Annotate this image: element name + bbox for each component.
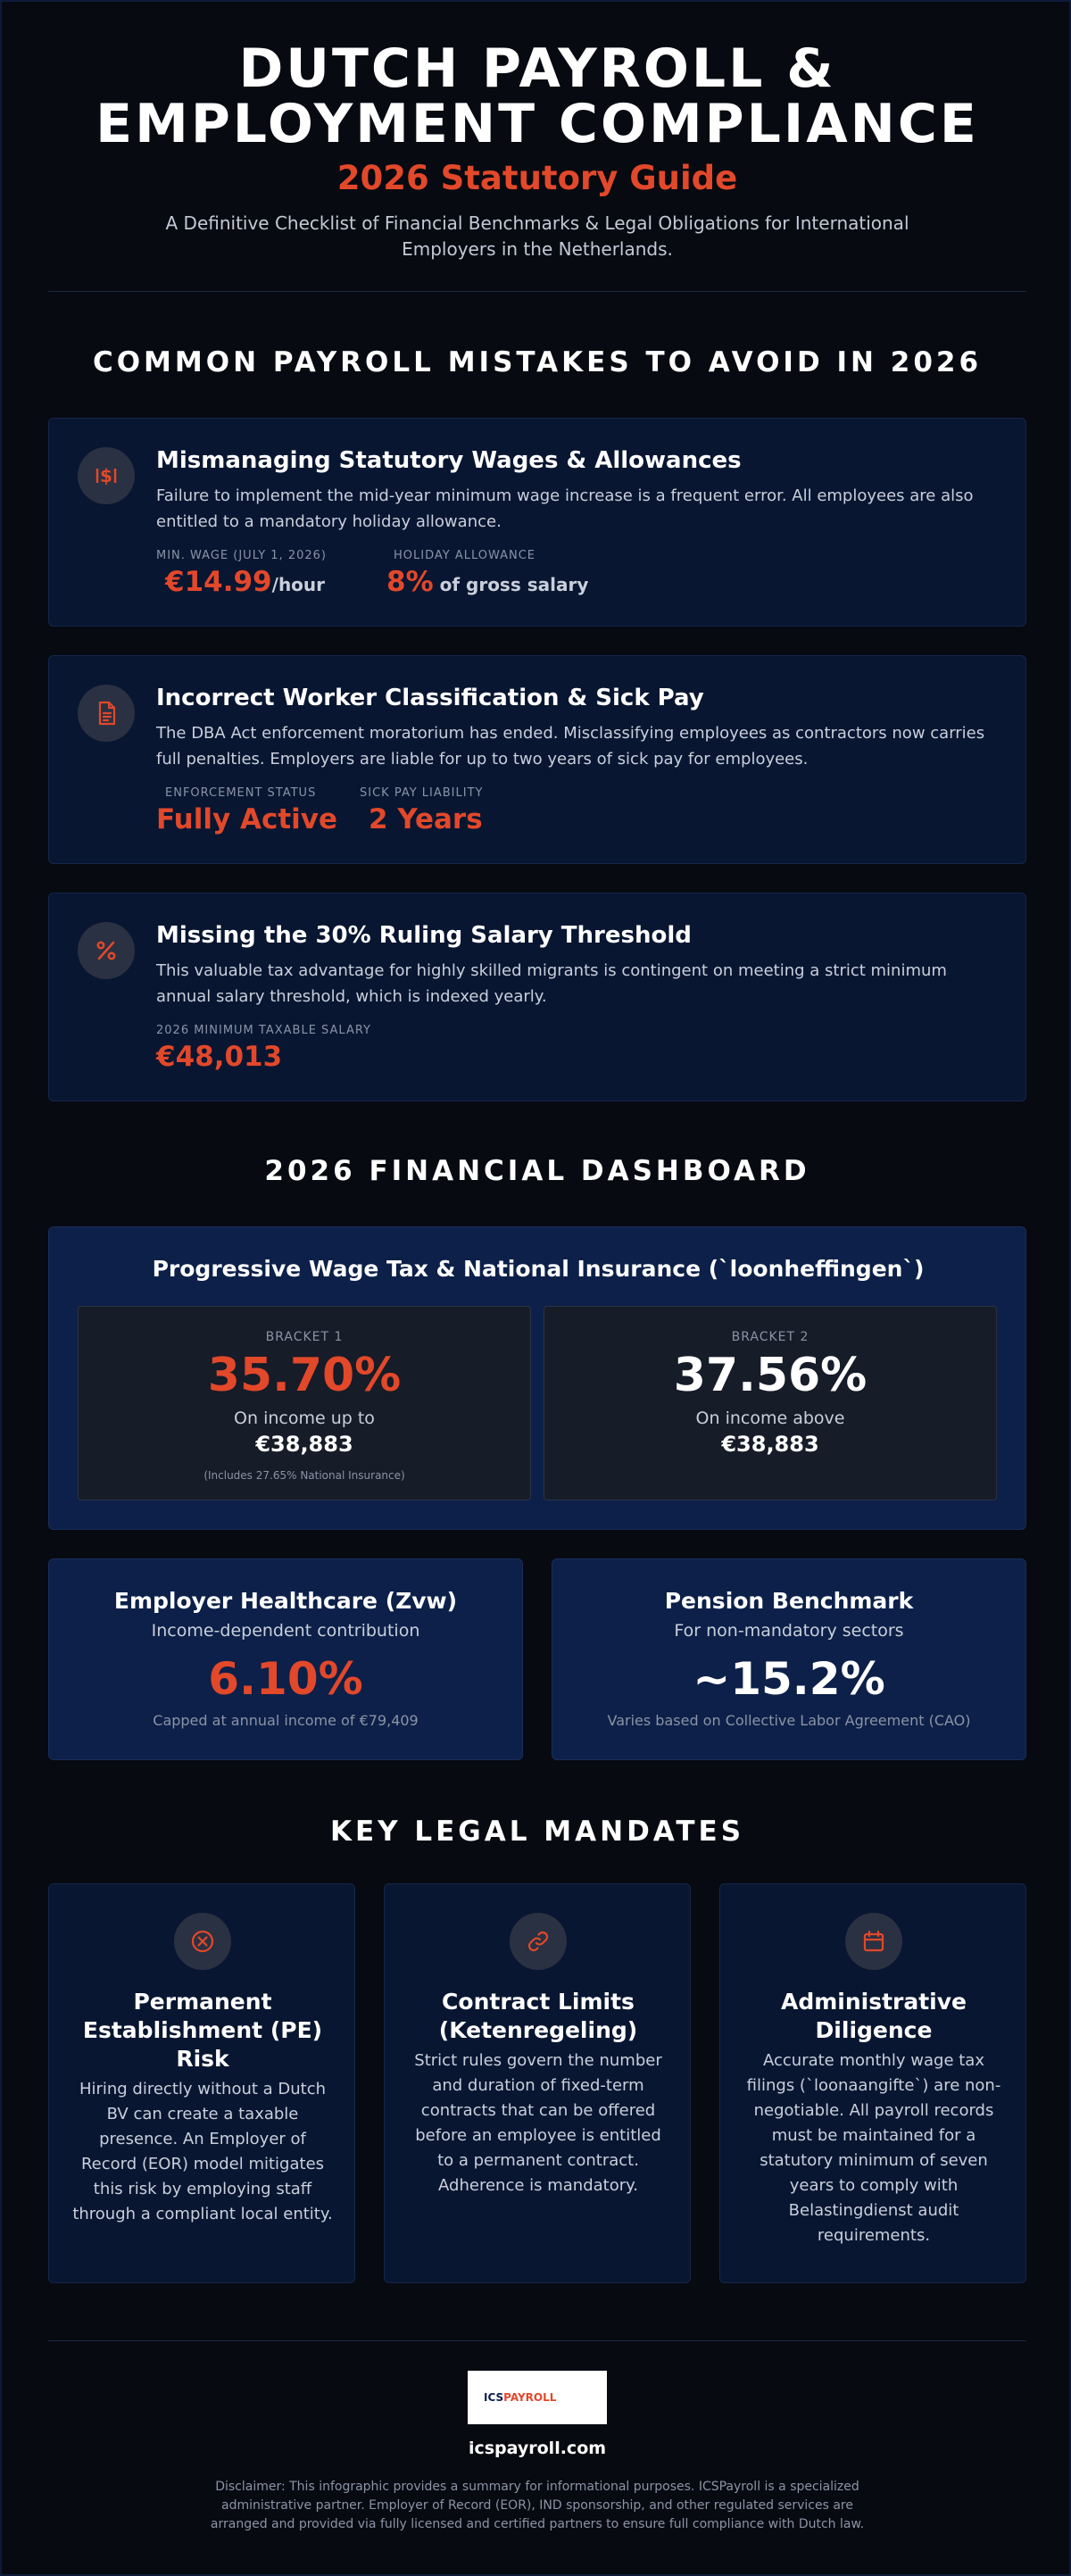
stat-holiday-allowance: [386, 549, 588, 598]
stat-value: €48,013: [156, 1041, 283, 1073]
legal-title: Contract Limits (Ketenregeling): [438, 1989, 638, 2043]
wage-tax-title: Progressive Wage Tax & National Insurance (`loonheffingen`): [152, 1256, 925, 1282]
stat-min-wage: [156, 549, 327, 598]
logo-text-payroll: PAYROLL: [503, 2391, 557, 2404]
stat-label: ENFORCEMENT STATUS: [165, 786, 317, 800]
page-tagline: A Definitive Checklist of Financial Benchmarks & Legal Obligations for International Employers in the Netherlands.: [165, 212, 909, 260]
stat-value-number: 8%: [386, 566, 434, 598]
wage-tax-card: [48, 1226, 1026, 1530]
bracket-note: (Includes 27.65% National Insurance): [203, 1469, 405, 1482]
legal-card-contract-limits: [384, 1883, 691, 2283]
stat-value-number: €14.99: [165, 566, 272, 598]
healthcare-note: Capped at annual income of €79,409: [153, 1712, 419, 1729]
dashboard-section-title: 2026 FINANCIAL DASHBOARD: [264, 1155, 810, 1187]
logo-text-ics: ICS: [484, 2391, 504, 2404]
stat-value: [386, 566, 588, 598]
page-title: [48, 37, 1026, 155]
mistake-card-wages: [48, 418, 1026, 627]
dollar-icon: [78, 447, 135, 504]
stat-enforcement-status: [156, 786, 337, 835]
stat-label: HOLIDAY ALLOWANCE: [394, 549, 536, 562]
mistake-title: Missing the 30% Ruling Salary Threshold: [156, 922, 692, 949]
bracket-amount: €38,883: [721, 1432, 819, 1457]
healthcare-title: Employer Healthcare (Zvw): [113, 1588, 458, 1614]
bracket-desc: On income above: [695, 1408, 845, 1428]
bracket-1: [78, 1306, 531, 1500]
x-circle-icon: [174, 1913, 231, 1970]
title-line-1: DUTCH PAYROLL &: [238, 37, 836, 100]
stat-min-taxable-salary: [156, 1024, 371, 1073]
mistake-title: Incorrect Worker Classification & Sick Pay: [156, 685, 704, 711]
stat-value-suffix: of gross salary: [433, 574, 589, 595]
mistake-title: Mismanaging Statutory Wages & Allowances: [156, 447, 742, 474]
stat-label: SICK PAY LIABILITY: [360, 786, 484, 800]
bracket-rate: 37.56%: [673, 1349, 868, 1402]
company-logo: [468, 2371, 607, 2424]
stat-value: [156, 566, 327, 598]
percent-icon: [78, 922, 135, 979]
legal-title: Administrative Diligence: [780, 1989, 967, 2043]
healthcare-value: 6.10%: [208, 1653, 363, 1705]
link-icon: [510, 1913, 567, 1970]
stat-sick-pay: [360, 786, 483, 835]
pension-value: ~15.2%: [693, 1653, 885, 1705]
stat-value: 2 Years: [369, 803, 483, 835]
page-subtitle: 2026 Statutory Guide: [336, 159, 738, 197]
bracket-2: [544, 1306, 997, 1500]
legal-card-pe-risk: [48, 1883, 355, 2283]
legal-title: Permanent Establishment (PE) Risk: [82, 1989, 323, 2072]
bracket-label: BRACKET 2: [731, 1330, 809, 1344]
bracket-rate: 35.70%: [207, 1349, 402, 1402]
mistake-text: This valuable tax advantage for highly skilled migrants is contingent on meeting a strict minimum annual salary threshold, which is indexed yearly.: [156, 961, 947, 1006]
pension-note: Varies based on Collective Labor Agreement (CAO): [607, 1712, 971, 1729]
legal-text: Strict rules govern the number and duration of fixed-term contracts that can be offered before an employee is entitled to a permanent contract. Adherence is mandatory.: [414, 2051, 662, 2195]
stat-value-suffix: /hour: [271, 574, 326, 595]
legal-text: Hiring directly without a Dutch BV can create a taxable presence. An Employer of Record (EOR) model mitigates this risk by employing staff through a compliant local entity.: [72, 2080, 333, 2223]
pension-title: Pension Benchmark: [664, 1588, 914, 1614]
document-icon: [78, 685, 135, 742]
stat-label: 2026 MINIMUM TAXABLE SALARY: [156, 1024, 371, 1037]
bracket-desc: On income up to: [234, 1408, 375, 1428]
pension-subtitle: For non-mandatory sectors: [674, 1621, 904, 1641]
pension-card: [552, 1558, 1026, 1760]
svg-text:$: $: [100, 465, 112, 486]
stat-value: Fully Active: [156, 803, 337, 835]
healthcare-subtitle: Income-dependent contribution: [151, 1621, 420, 1641]
stat-label: MIN. WAGE (JULY 1, 2026): [156, 549, 327, 562]
header-divider: [48, 291, 1026, 292]
legal-text: Accurate monthly wage tax filings (`loonaangifte`) are non-negotiable. All payroll records must be maintained for a statutory minimum of seven years to comply with Belastingdienst audit requirements.: [746, 2051, 1001, 2245]
mistake-card-classification: [48, 655, 1026, 864]
legal-section-title: KEY LEGAL MANDATES: [329, 1816, 745, 1848]
title-line-2: EMPLOYMENT COMPLIANCE: [95, 93, 979, 155]
disclaimer: Disclaimer: This infographic provides a summary for informational purposes. ICSPayroll is a specialized administrative partner. Employer of Record (EOR), IND sponsorship, and other regulated services are arranged and provided via fully licensed and certified partners to ensure full compliance with Dutch law.: [210, 2480, 865, 2531]
legal-card-admin-diligence: [719, 1883, 1026, 2283]
website-link[interactable]: icspayroll.com: [468, 2439, 607, 2458]
mistake-text: Failure to implement the mid-year minimum wage increase is a frequent error. All employees are also entitled to a mandatory holiday allowance.: [156, 486, 974, 531]
mistake-text: The DBA Act enforcement moratorium has ended. Misclassifying employees as contractors now carries full penalties. Employers are liable for up to two years of sick pay for employees.: [156, 724, 985, 769]
calendar-icon: [845, 1913, 902, 1970]
bracket-label: BRACKET 1: [265, 1330, 344, 1344]
mistake-card-30-ruling: [48, 893, 1026, 1101]
mistakes-section-title: COMMON PAYROLL MISTAKES TO AVOID IN 2026: [92, 346, 983, 378]
footer-divider: [48, 2340, 1026, 2341]
bracket-amount: €38,883: [255, 1432, 353, 1457]
healthcare-card: [48, 1558, 523, 1760]
